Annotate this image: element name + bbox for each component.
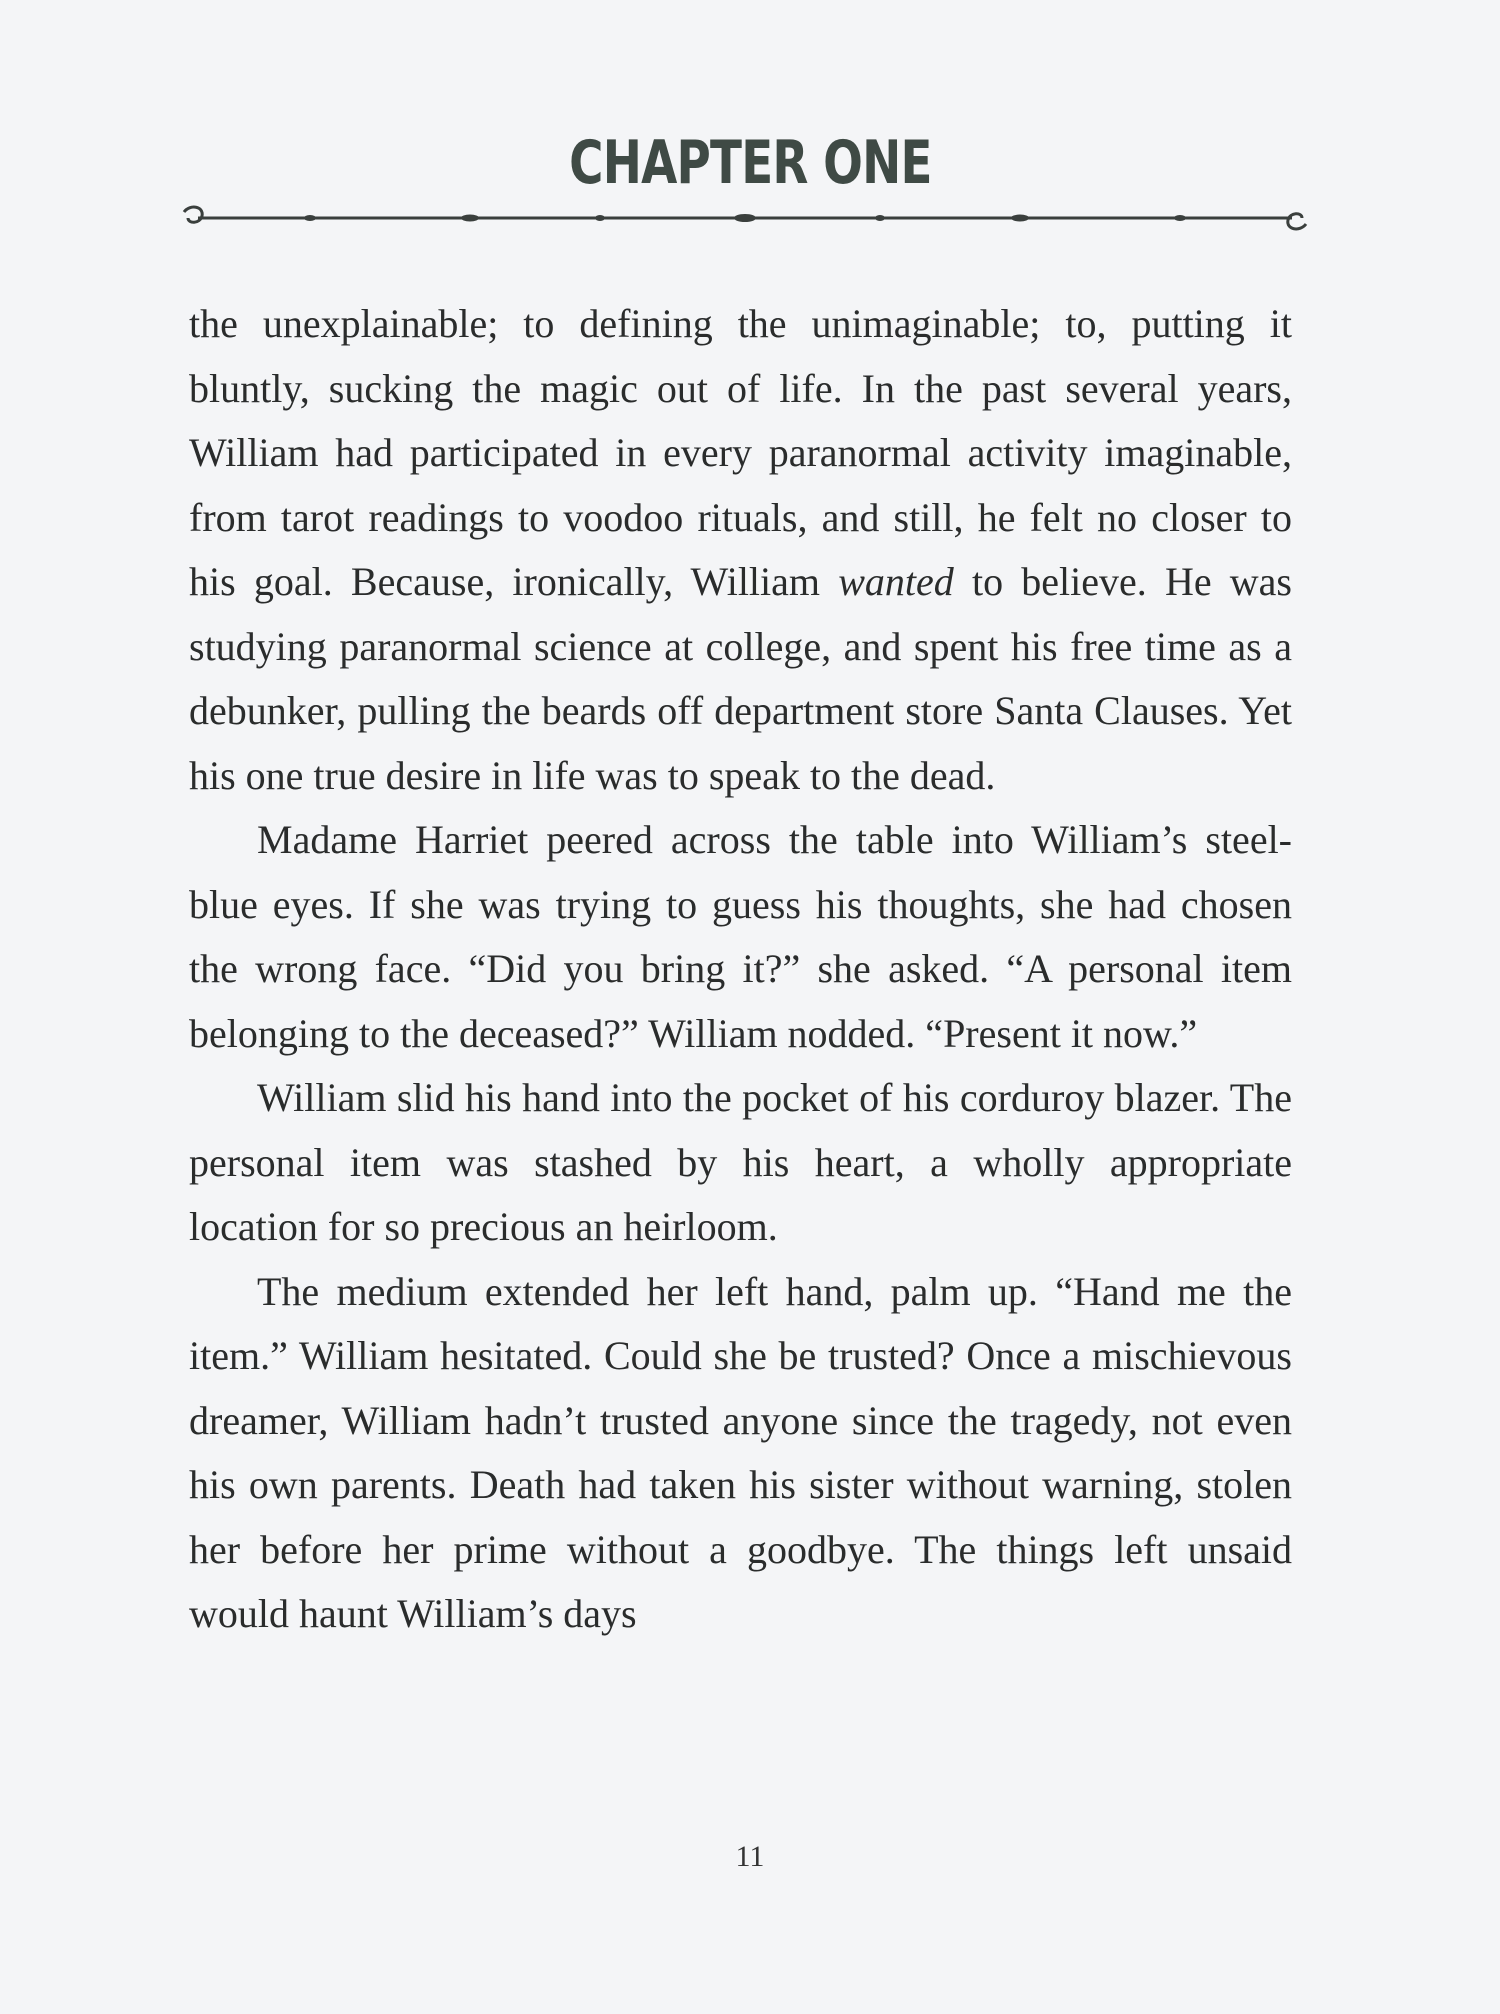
page-number: 11	[735, 1840, 765, 1873]
decorative-rule-icon	[180, 198, 1310, 238]
paragraph-3: William slid his hand into the pocket of his corduroy blazer. The personal item was stashed by his heart, a wholly appropriate location for so precious an heirloom.	[189, 1075, 1292, 1249]
chapter-title: CHAPTER ONE	[568, 128, 932, 198]
chapter-header	[0, 128, 1500, 198]
chapter-body-text	[189, 292, 1292, 1647]
paragraph-4: The medium extended her left hand, palm up. “Hand me the item.” William hesitated. Could she be trusted? Once a mischievous dreamer, William hadn’t trusted anyone since the tragedy, not even his own parents. Death had taken his sister without warning, stolen her before her prime without a goodbye. The things left unsaid would haunt William’s days	[189, 1268, 1292, 1636]
paragraph-1	[189, 292, 1292, 808]
paragraph-1-emphasis: wanted	[838, 559, 954, 604]
paragraph-1-text-start: the unexplainable; to defining the unimaginable; to, putting it bluntly, sucking the magic out of life. In the past several years, William had participated in every paranormal activity imaginable, from tarot readings to voodoo rituals, and still, he felt no closer to his goal. Because, ironically, William	[189, 301, 1292, 604]
paragraph-2: Madame Harriet peered across the table into William’s steel-blue eyes. If she was trying to guess his thoughts, she had chosen the wrong face. “Did you bring it?” she asked. “A personal item belonging to the deceased?” William nodded. “Present it now.”	[189, 817, 1292, 1056]
paragraph-1-text-end: to believe. He was studying paranormal science at college, and spent his free time as a debunker, pulling the beards off department store Santa Clauses. Yet his one true desire in life was to speak to the dead.	[189, 559, 1292, 798]
